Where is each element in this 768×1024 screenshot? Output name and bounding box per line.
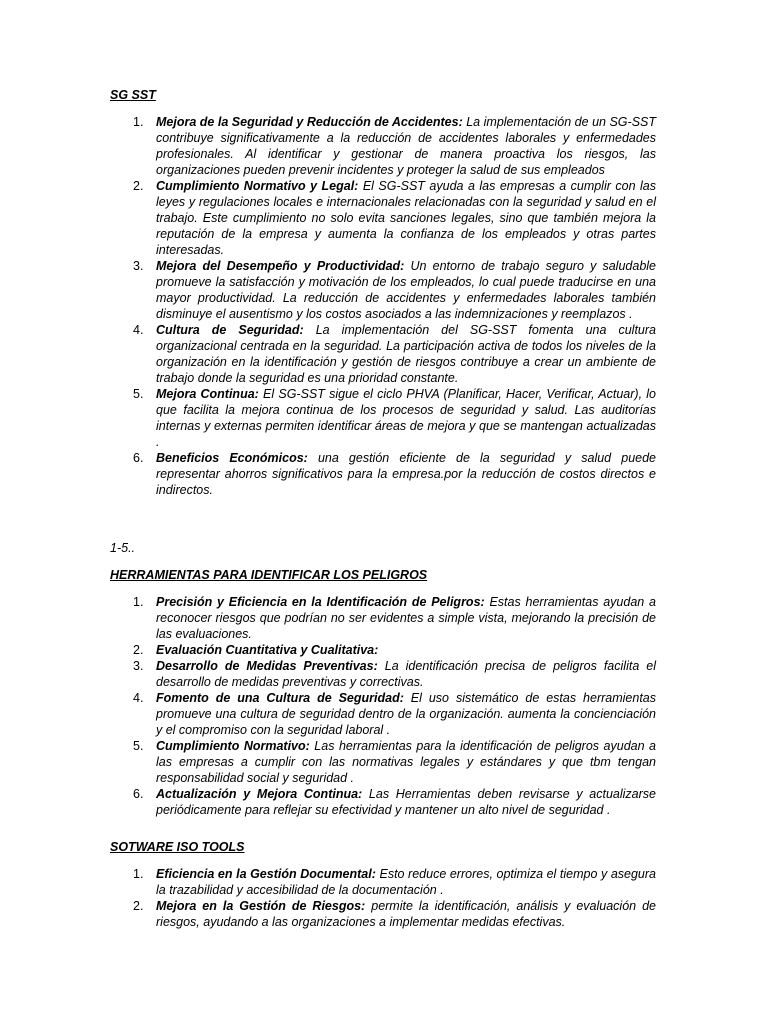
item-text: La implementación de un SG-SST contribuye significativamente a la reducción de accidentes laborales y enfermedades profesionales. Al identificar y gestionar de manera proactiva los riesgos, las organizaciones pueden prevenir incidentes y proteger la salud de sus empleados [156,115,657,177]
section-heading-herramientas: HERRAMIENTAS PARA IDENTIFICAR LOS PELIGROS [110,568,428,582]
item-number: 1. [133,115,144,129]
item-term: Eficiencia en la Gestión Documental: [156,867,376,881]
item-text: Estas herramientas ayudan a reconocer riesgos que podrían no ser evidentes a simple vista, mejorando la precisión de las evaluaciones. [156,595,656,641]
item-term: Actualización y Mejora Continua: [156,787,363,801]
software-list [133,866,657,930]
item-term: Mejora en la Gestión de Riesgos: [156,899,366,913]
item-number: 6. [133,787,144,801]
item-term: Fomento de una Cultura de Seguridad: [156,691,404,705]
item-term: Mejora del Desempeño y Productividad: [156,259,405,273]
list-item [133,898,657,930]
item-number: 1. [133,867,144,881]
list-item [133,322,656,386]
item-number: 5. [133,387,144,401]
item-number: 5. [133,739,144,753]
list-item [133,594,656,642]
herramientas-list [133,594,656,818]
item-term: Beneficios Económicos: [156,451,308,465]
item-term: Cultura de Seguridad: [156,323,304,337]
item-term: Cumplimiento Normativo: [156,739,310,753]
item-text: permite la identificación, análisis y evaluación de riesgos, ayudando a las organizaciones a implementar medidas efectivas. [156,899,657,929]
item-term: Mejora Continua: [156,387,259,401]
item-number: 6. [133,451,144,465]
item-number: 2. [133,179,144,193]
list-item [133,178,656,258]
item-text: La implementación del SG-SST fomenta una cultura organizacional centrada en la seguridad. La participación activa de todos los niveles de la organización en la identificación y gestión de riesgos contribuye a crear un ambiente de trabajo donde la seguridad es una prioridad constante. [156,323,656,385]
list-item [133,642,656,658]
item-text: El SG-SST ayuda a las empresas a cumplir con las leyes y regulaciones locales e internacionales relacionadas con la seguridad y salud en el trabajo. Este cumplimiento no solo evita sanciones legales, sino que también mejora la reputación de la empresa y aumenta la confianza de los empleados y otras partes interesadas. [156,179,656,257]
item-text: Las herramientas para la identificación de peligros ayudan a las empresas a cumplir con las normativas legales y estándares y que tbm tengan responsabilidad social y seguridad . [156,739,656,785]
item-number: 1. [133,595,144,609]
item-number: 4. [133,691,144,705]
item-text: una gestión eficiente de la seguridad y salud puede representar ahorros significativos para la empresa.por la reducción de costos directos e indirectos. [156,451,656,497]
sg-sst-list [133,114,657,498]
item-term: Cumplimiento Normativo y Legal: [156,179,359,193]
range-note: 1-5.. [110,541,136,555]
item-text: El SG-SST sigue el ciclo PHVA (Planificar, Hacer, Verificar, Actuar), lo que facilita la mejora continua de los procesos de seguridad y salud. Las auditorías internas y externas permiten identificar áreas de mejora y que se mantengan actualizadas . [156,387,656,449]
item-text: Esto reduce errores, optimiza el tiempo y asegura la trazabilidad y accesibilidad de la documentación . [156,867,656,897]
list-item [133,114,657,178]
item-number: 2. [133,899,144,913]
list-item [133,258,657,322]
list-item [133,738,656,786]
list-item [133,866,656,898]
item-number: 2. [133,643,144,657]
item-number: 3. [133,259,144,273]
item-text: La identificación precisa de peligros facilita el desarrollo de medidas preventivas y correctivas. [156,659,656,689]
section-heading-sg-sst: SG SST [110,88,156,102]
item-term: Evaluación Cuantitativa y Cualitativa: [156,643,379,657]
list-item [133,450,656,498]
item-text: Un entorno de trabajo seguro y saludable promueve la satisfacción y motivación de los empleados, lo cual puede traducirse en una mayor productividad. La reducción de accidentes y enfermedades laborales también disminuye el ausentismo y los costos asociados a las indemnizaciones y reemplazos . [156,259,657,321]
item-term: Desarrollo de Medidas Preventivas: [156,659,378,673]
section-heading-software: SOTWARE ISO TOOLS [110,840,245,854]
list-item [133,386,656,450]
item-number: 4. [133,323,144,337]
item-term: Mejora de la Seguridad y Reducción de Accidentes: [156,115,463,129]
item-number: 3. [133,659,144,673]
list-item [133,786,656,818]
list-item [133,658,656,690]
item-text: Las Herramientas deben revisarse y actualizarse periódicamente para reflejar su efectividad y mantener un alto nivel de seguridad . [156,787,656,817]
item-text: El uso sistemático de estas herramientas promueve una cultura de seguridad dentro de la organización. aumenta la concienciación y el compromiso con la seguridad laboral . [156,691,656,737]
list-item [133,690,656,738]
item-term: Precisión y Eficiencia en la Identificación de Peligros: [156,595,485,609]
